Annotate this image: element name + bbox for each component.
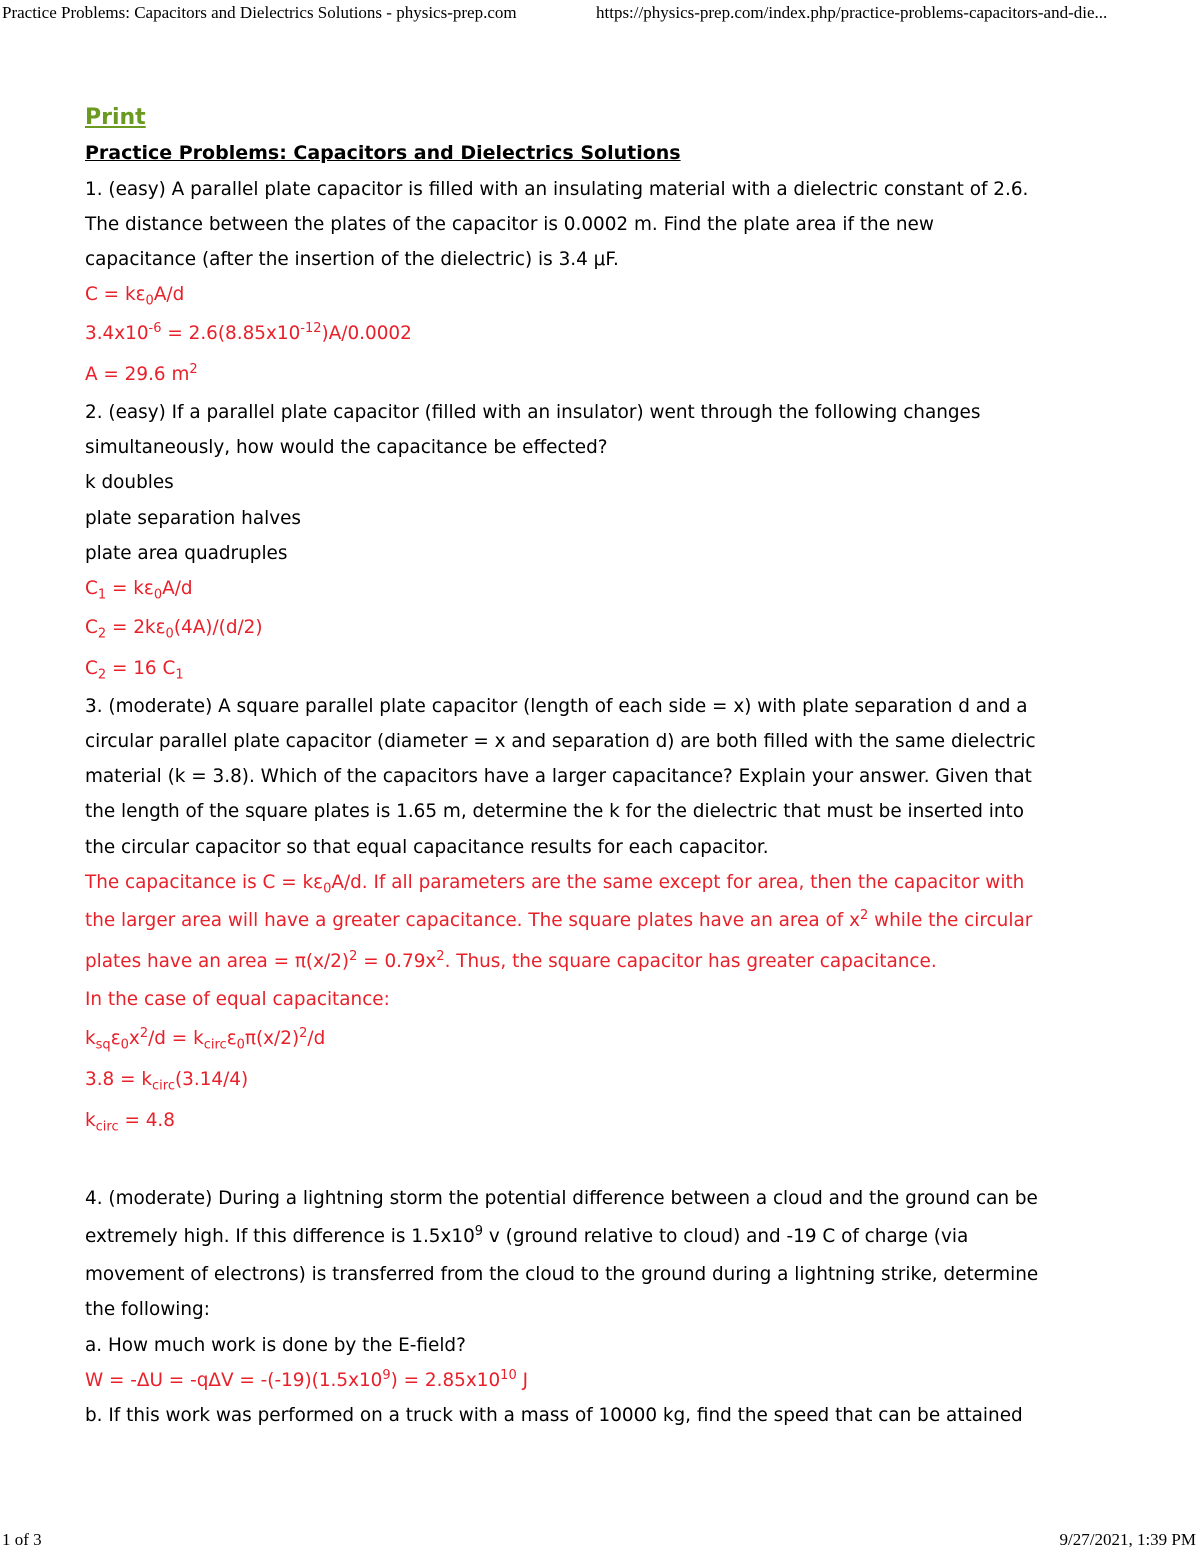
header-url: https://physics-prep.com/index.php/practice-problems-capacitors-and-die... xyxy=(596,3,1108,22)
problem-3-line: material (k = 3.8). Which of the capacitors have a larger capacitance? Explain your answer. Given that xyxy=(85,766,1032,788)
problem-4-line: extremely high. If this difference is $1.5x10^9$ v (ground relative to cloud) and -19 C of charge (via xyxy=(85,1223,969,1247)
problem-2-change: plate separation halves xyxy=(85,507,301,529)
solution-1-equation: $C = k\varepsilon_0A/d$ xyxy=(85,284,185,310)
problem-3-line: the length of the square plates is 1.65 m, determine the k for the dielectric that must be inserted into xyxy=(85,801,1025,823)
problem-2-change: plate area quadruples xyxy=(85,542,288,564)
solution-1-result: A = 29.6 $m^2$ xyxy=(85,361,198,385)
problem-4-line: the following: xyxy=(85,1299,210,1321)
problem-2-line: 2. (easy) If a parallel plate capacitor (filled with an insulator) went through the following changes xyxy=(85,401,981,423)
solution-3-text: The capacitance is $C = k\varepsilon_0A/d$. If all parameters are the same except for area, then the capacitor with xyxy=(85,872,1025,897)
problem-4-line: 4. (moderate) During a lightning storm the potential difference between a cloud and the ground can be xyxy=(85,1187,1038,1209)
problem-3-line: circular parallel plate capacitor (diameter = x and separation d) are both filled with the same dielectric xyxy=(85,730,1036,752)
page-number: 1 of 3 xyxy=(2,1530,42,1549)
problem-4-part-a: a. How much work is done by the E-field? xyxy=(85,1334,466,1356)
problem-4-part-b: b. If this work was performed on a truck with a mass of 10000 kg, find the speed that can be attained xyxy=(85,1405,1023,1427)
print-link[interactable]: Print xyxy=(85,105,146,130)
page-title: Practice Problems: Capacitors and Dielectrics Solutions xyxy=(85,142,681,165)
problem-3-line: the circular capacitor so that equal capacitance results for each capacitor. xyxy=(85,836,769,858)
article-content xyxy=(85,100,1125,1433)
problem-1-line: capacitance (after the insertion of the dielectric) is 3.4 μF. xyxy=(85,249,619,271)
solution-3-equation: $3.8 = k_{circ}(3.14/4)$ xyxy=(85,1068,249,1094)
print-header xyxy=(0,2,1200,24)
solution-2-equation: $C_2 = 2k\varepsilon_0(4A)/(d/2)$ xyxy=(85,616,263,642)
problem-1-line: The distance between the plates of the capacitor is 0.0002 m. Find the plate area if the new xyxy=(85,213,934,235)
solution-3-equation: $k_{sq}\varepsilon_0x^2/d = k_{circ}\varepsilon_0\pi(x/2)^2/d$ xyxy=(85,1025,326,1053)
print-datetime: 9/27/2021, 1:39 PM xyxy=(1059,1530,1196,1549)
solution-3-result: $k_{circ} = 4.8$ xyxy=(85,1109,175,1135)
print-footer xyxy=(0,1529,1200,1551)
solution-3-text: the larger area will have a greater capacitance. The square plates have an area of $x^2$ while the circular xyxy=(85,908,1033,932)
header-page-title: Practice Problems: Capacitors and Dielectrics Solutions - physics-prep.com xyxy=(2,3,517,22)
solution-3-text: In the case of equal capacitance: xyxy=(85,989,390,1011)
problem-2-change: k doubles xyxy=(85,472,174,494)
problem-1-line: 1. (easy) A parallel plate capacitor is filled with an insulating material with a dielectric constant of 2.6. xyxy=(85,178,1029,200)
problem-3-line: 3. (moderate) A square parallel plate capacitor (length of each side = x) with plate separation d and a xyxy=(85,695,1028,717)
solution-3-text: plates have an area = $\pi(x/2)^2 = 0.79x^2$. Thus, the square capacitor has greater capacitance. xyxy=(85,949,937,973)
solution-2-result: $C_2 = 16$ $C_1$ xyxy=(85,657,184,683)
solution-4a-equation: $W = -\Delta U = -q\Delta V = -(-19)(1.5x10^9) = 2.85x10^{10}$ J xyxy=(85,1367,528,1391)
problem-4-line: movement of electrons) is transferred from the cloud to the ground during a lightning strike, determine xyxy=(85,1263,1039,1285)
problem-2-line: simultaneously, how would the capacitance be effected? xyxy=(85,437,608,459)
spacer xyxy=(85,1141,1125,1181)
solution-2-equation: $C_1 = k\varepsilon_0A/d$ xyxy=(85,578,193,603)
solution-1-equation: $3.4x10^{-6} = 2.6(8.85x10^{-12})A/0.0002$ xyxy=(85,320,412,344)
